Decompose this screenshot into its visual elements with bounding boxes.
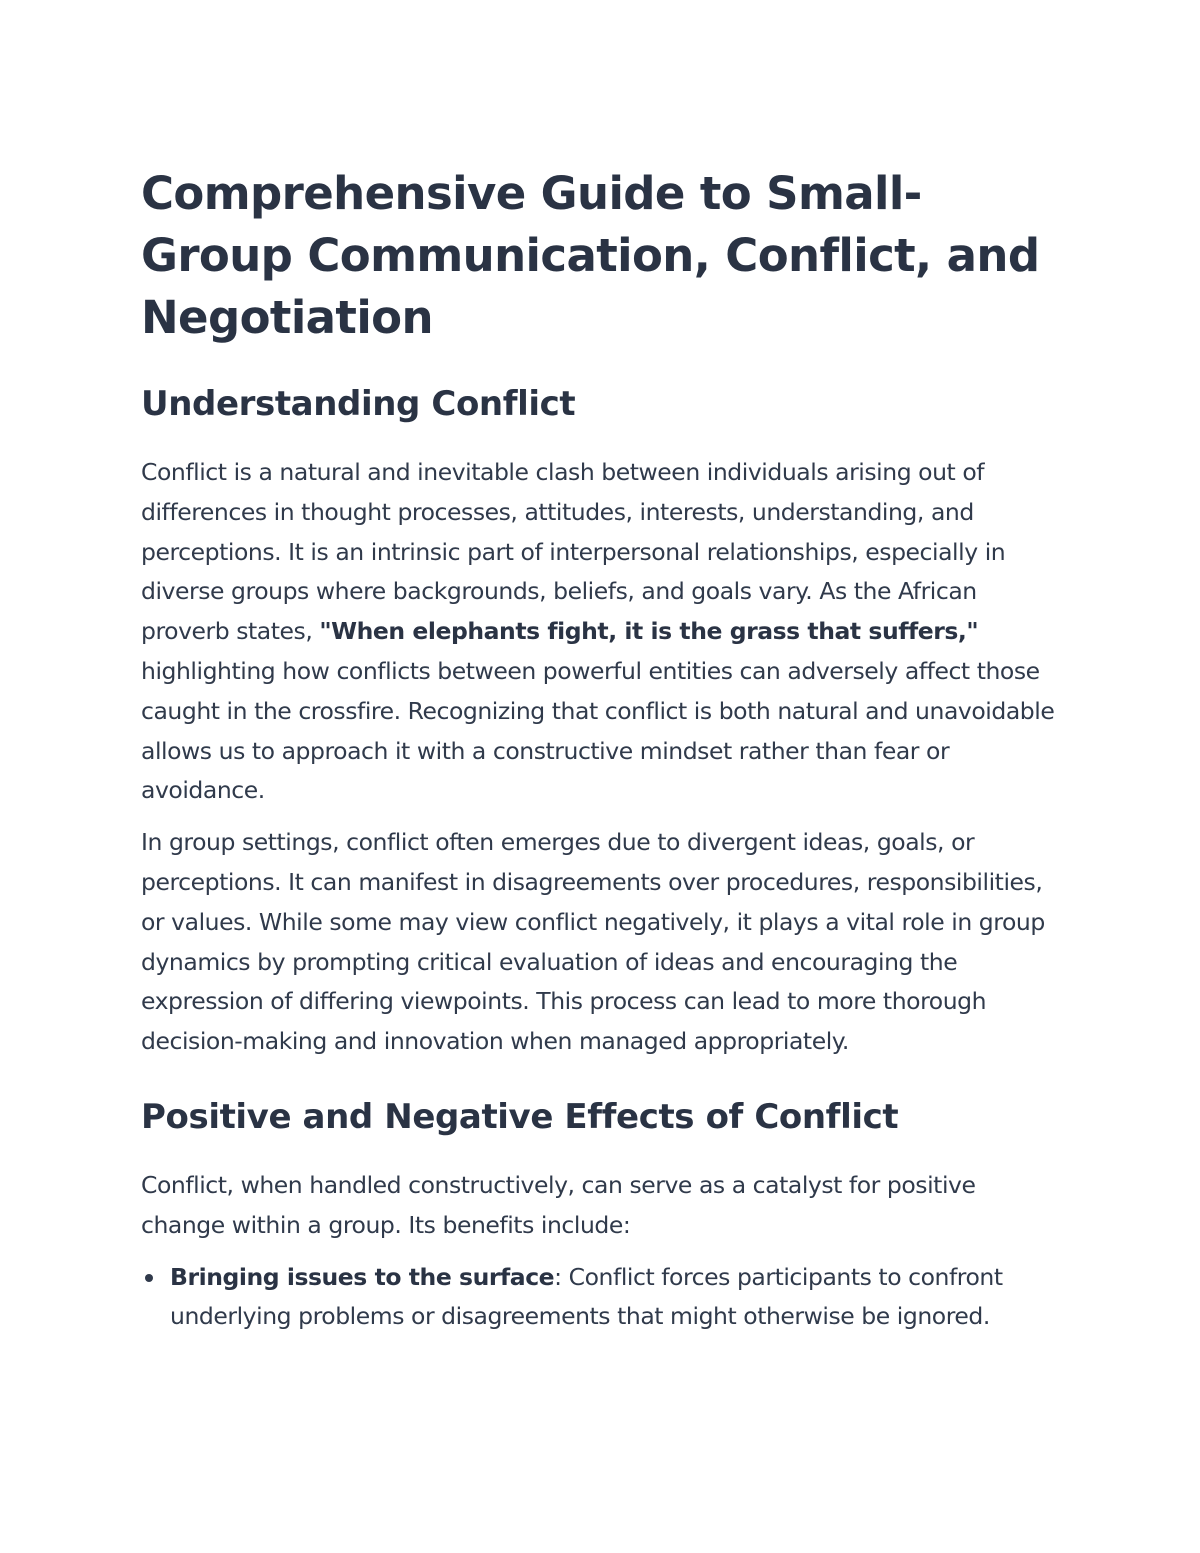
list-item-title: Bringing issues to the surface (170, 1262, 555, 1291)
paragraph-effects-intro: Conflict, when handled constructively, can serve as a catalyst for positive change within a group. Its benefits include: (141, 1170, 976, 1239)
paragraph-conflict-definition (141, 453, 1061, 811)
proverb-quote: "When elephants fight, it is the grass that suffers," (319, 617, 979, 646)
section-heading-understanding-conflict: Understanding Conflict (141, 384, 576, 424)
document-page (141, 163, 1061, 1337)
paragraph-text: highlighting how conflicts between powerful entities can adversely affect those caught in the crossfire. Recognizing that conflict is both natural and unavoidable allows us to approach it with a constructive mindset rather than fear or avoidance. (141, 656, 1055, 805)
list-item-text: : Conflict forces participants to confront underlying problems or disagreements that might otherwise be ignored. (170, 1262, 1003, 1331)
benefits-list (141, 1258, 1061, 1338)
paragraph-group-settings: In group settings, conflict often emerges due to divergent ideas, goals, or perceptions. It can manifest in disagreements over procedures, responsibilities, or values. While some may view conflict negatively, it plays a vital role in group dynamics by prompting critical evaluation of ideas and encouraging the expression of differing viewpoints. This process can lead to more thorough decision-making and innovation when managed appropriately. (141, 828, 1045, 1056)
paragraph-text: Conflict is a natural and inevitable clash between individuals arising out of differences in thought processes, attitudes, interests, understanding, and perceptions. It is an intrinsic part of interpersonal relationships, especially in diverse groups where backgrounds, beliefs, and goals vary. As the African proverb states, (141, 458, 1006, 646)
bullet-icon (145, 1274, 153, 1282)
list-item (170, 1258, 1061, 1338)
section-heading-effects-of-conflict: Positive and Negative Effects of Conflict (141, 1096, 899, 1137)
document-title: Comprehensive Guide to Small-Group Communication, Conflict, and Negotiation (141, 167, 1040, 344)
